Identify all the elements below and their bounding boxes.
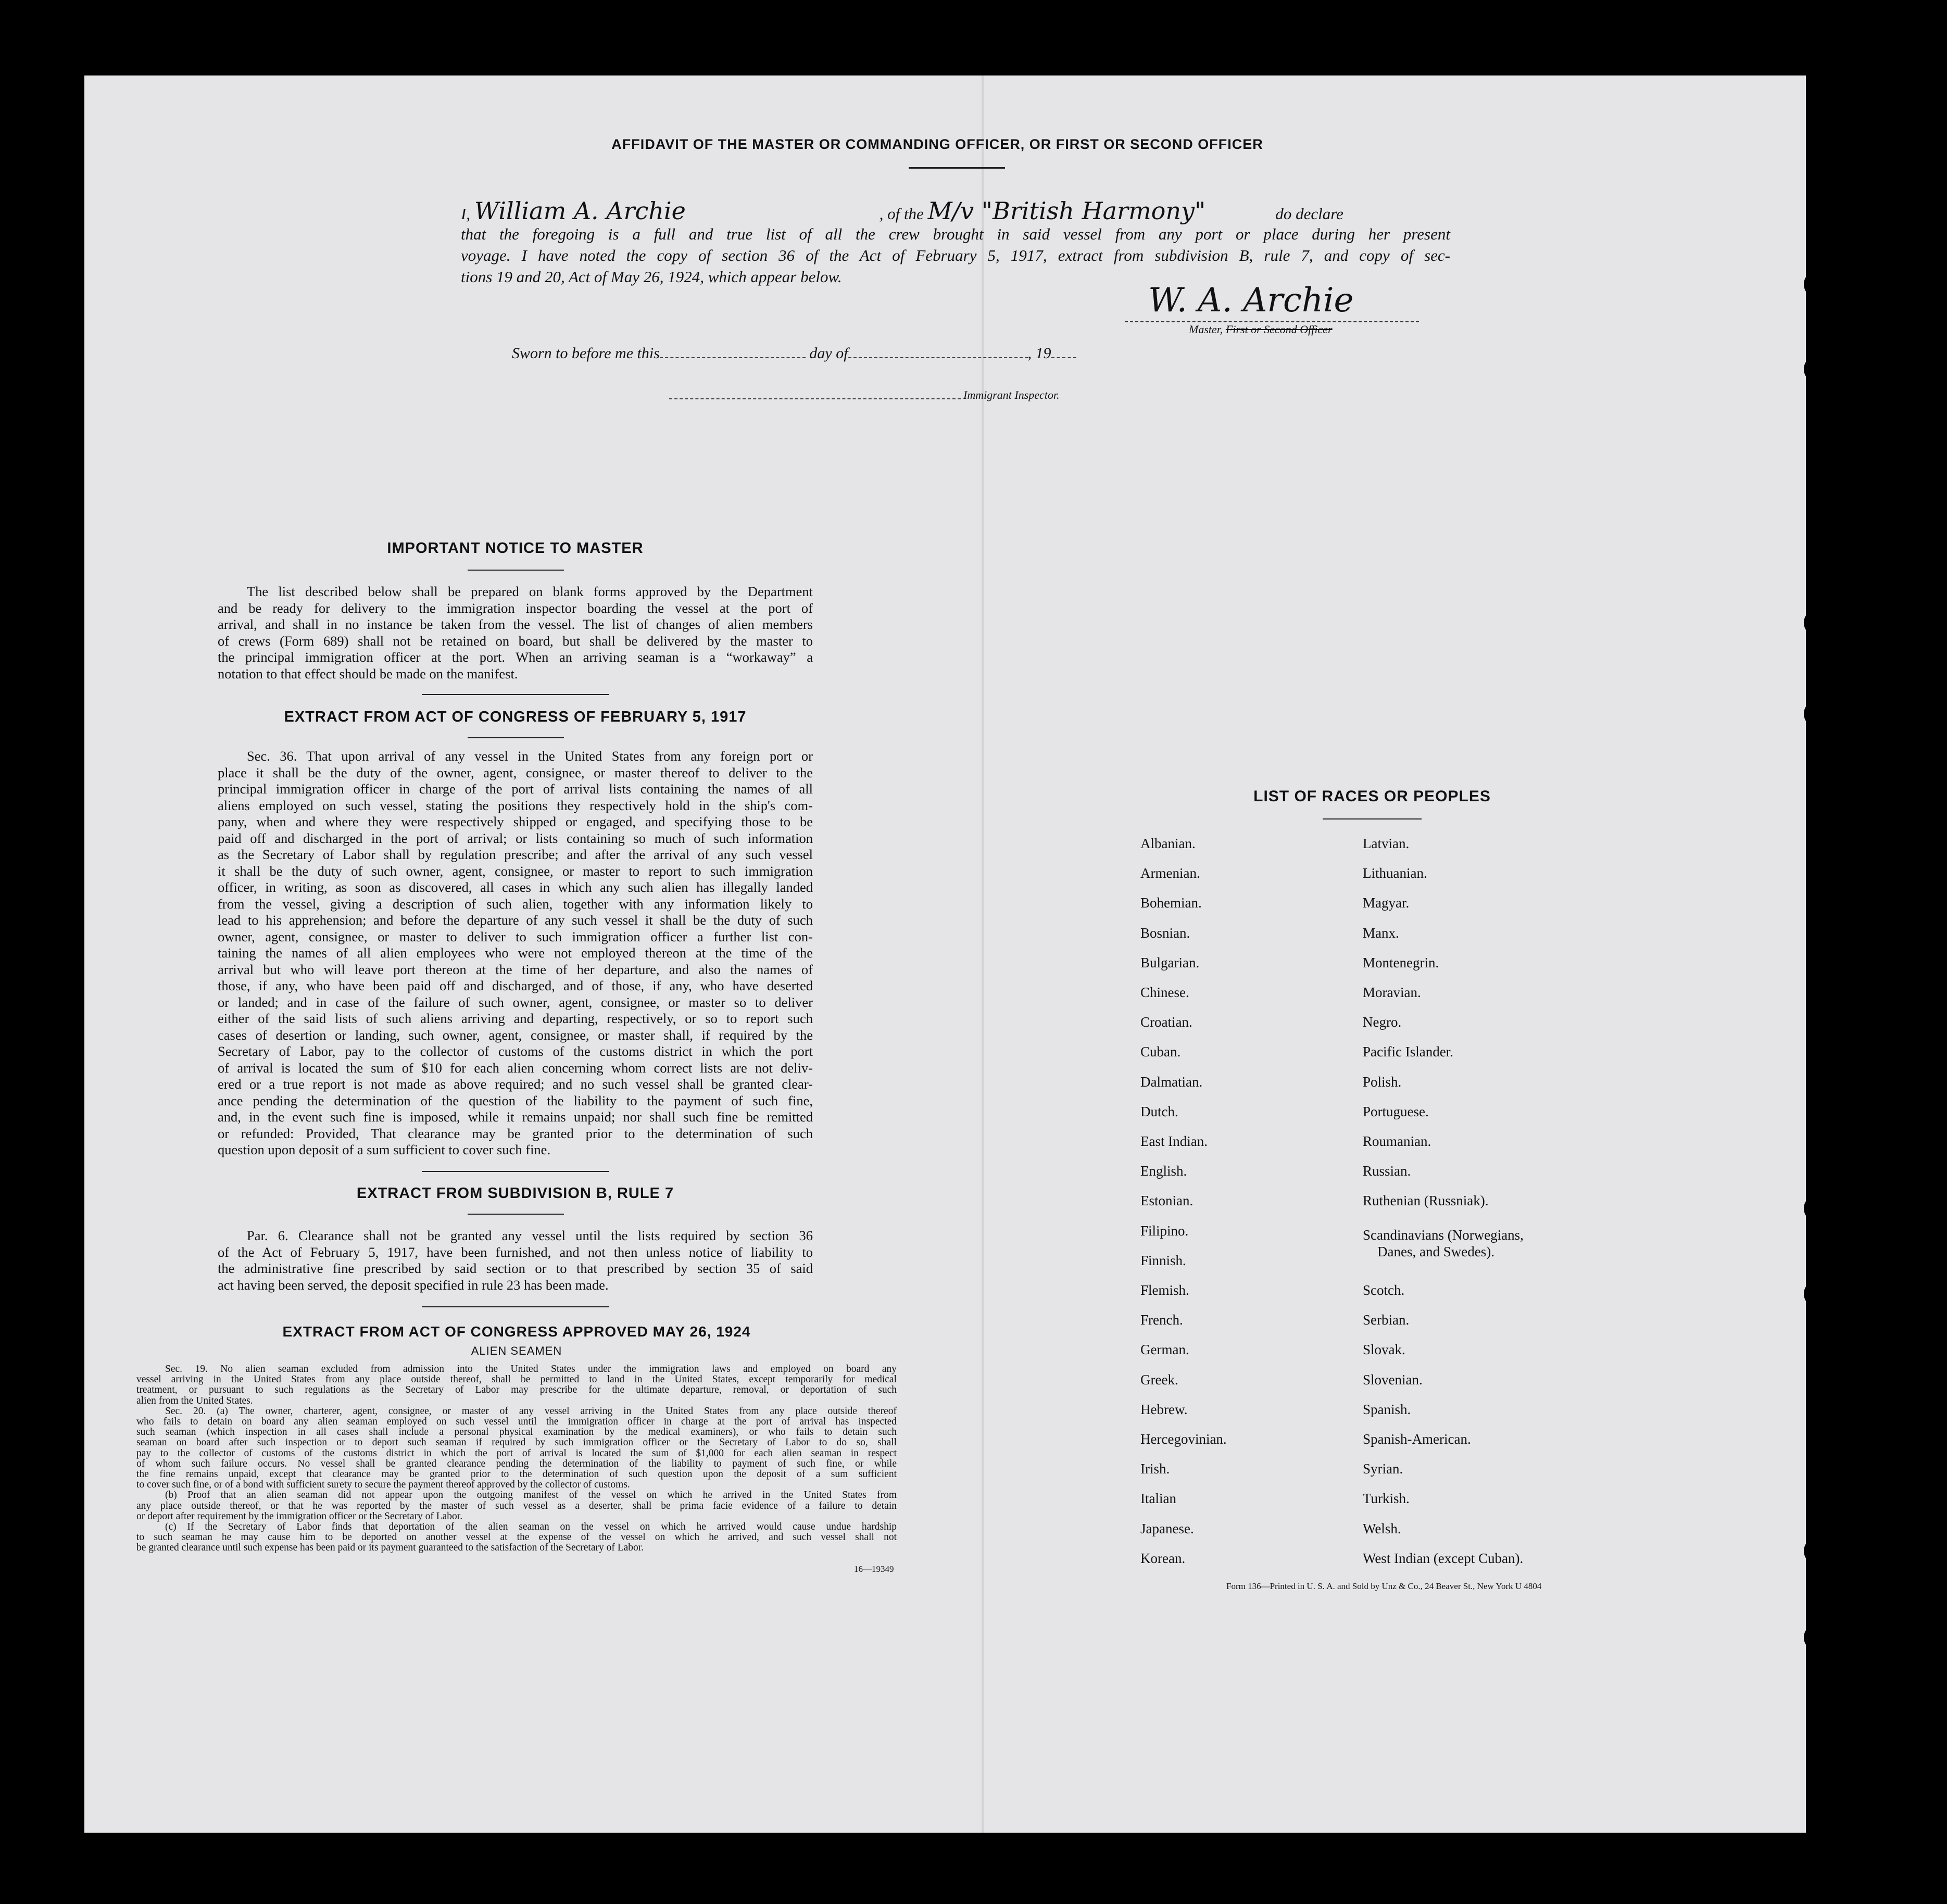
act-line: such seaman (which inspection in all cases shall include a personal physical examination by the medical examiners), or who fails to detain such — [136, 1427, 897, 1438]
section-line: from the vessel, giving a description of such alien, together with any information likely to — [218, 896, 813, 912]
section-line: or landed; and in case of the failure of such owner, agent, consignee, or master so to deliver — [218, 994, 813, 1010]
section-line: lead to his apprehension; and before the departure of any such vessel it shall be the duty of such — [218, 912, 813, 928]
race-item: Armenian. — [1140, 865, 1200, 881]
sworn-line — [512, 345, 1076, 362]
extract-1924-title: EXTRACT FROM ACT OF CONGRESS APPROVED MAY 26, 1924 — [282, 1323, 751, 1340]
act-line: to such seaman he may cause him to be deported on another vessel at the expense of the vessel on which he arrived, and such vessel shall not — [136, 1532, 897, 1543]
sworn-year: , 19 — [1027, 345, 1051, 362]
notice-line: notation to that effect should be made on the manifest. — [218, 665, 518, 682]
race-item: Estonian. — [1140, 1193, 1194, 1209]
section-divider — [422, 694, 609, 695]
punch-hole — [1804, 700, 1831, 727]
race-item: English. — [1140, 1163, 1187, 1179]
rule-line: act having been served, the deposit specified in rule 23 has been made. — [218, 1277, 609, 1293]
race-item: Irish. — [1140, 1461, 1170, 1477]
section-line: paid off and discharged in the port of arrival; or lists containing so much of such information — [218, 830, 813, 846]
extract-1917-text — [218, 748, 813, 1158]
section-line: pany, when and where they were respectively shipped or engaged, and specifying those to be — [218, 814, 813, 829]
race-item: Moravian. — [1363, 985, 1421, 1000]
section-line: those, if any, who have been paid off and discharged, and of those, if any, who have deserted — [218, 978, 813, 993]
section-line: cases of desertion or landing, such owner, agent, consignee, or master shall, if required by the — [218, 1027, 813, 1043]
sworn-year-blank — [1051, 347, 1076, 358]
section-line: ance pending the determination of the question of the liability to the payment of such fine, — [218, 1092, 813, 1108]
notice-line: of crews (Form 689) shall not be retained on board, but shall be delivered by the master to — [218, 633, 813, 649]
caption-master: Master, — [1189, 323, 1223, 336]
vessel-name-handwritten: M/v "British Harmony" — [927, 197, 1206, 225]
race-item: Flemish. — [1140, 1282, 1189, 1298]
race-item: Italian — [1140, 1491, 1176, 1507]
section-line: question upon deposit of a sum sufficient to cover such fine. — [218, 1142, 551, 1157]
race-item: Scandinavians (Norwegians, — [1363, 1227, 1524, 1243]
punch-hole — [1804, 271, 1831, 298]
race-item: Japanese. — [1140, 1520, 1194, 1536]
rule-line: of the Act of February 5, 1917, have been furnished, and not then unless notice of liability to — [218, 1244, 813, 1260]
race-item: Spanish-American. — [1363, 1431, 1471, 1447]
race-item: Cuban. — [1140, 1044, 1181, 1060]
race-item: Hercegovinian. — [1140, 1431, 1227, 1447]
section-line: and, in the event such fine is imposed, while it remains unpaid; nor shall such fine be remitted — [218, 1109, 813, 1125]
punch-hole — [1804, 1537, 1831, 1565]
punch-hole — [1804, 1195, 1831, 1222]
race-item: East Indian. — [1140, 1133, 1208, 1149]
race-item: Bosnian. — [1140, 925, 1190, 941]
affidavit-title: AFFIDAVIT OF THE MASTER OR COMMANDING OFFICER, OR FIRST OR SECOND OFFICER — [611, 136, 1263, 152]
race-item: Chinese. — [1140, 985, 1189, 1000]
section-line: arrival but who will leave port thereon at the time of her departure, and also the names of — [218, 961, 813, 977]
section-line: Secretary of Labor, pay to the collector of customs of the customs district in which the port — [218, 1043, 813, 1059]
race-item: Slovak. — [1363, 1342, 1405, 1358]
race-item: Greek. — [1140, 1371, 1178, 1388]
act-line: be granted clearance until such expense has been paid or its payment guaranteed to the satisfaction of the Secretary of Labor. — [136, 1542, 644, 1554]
race-item: Polish. — [1363, 1074, 1402, 1090]
rule-line: Par. 6. Clearance shall not be granted any vessel until the lists required by section 36 — [247, 1228, 813, 1243]
title-rule — [909, 167, 1005, 169]
punch-hole — [1804, 1280, 1831, 1307]
race-item: West Indian (except Cuban). — [1363, 1550, 1524, 1566]
extract-1924-subtitle: ALIEN SEAMEN — [471, 1344, 562, 1357]
race-item: Welsh. — [1363, 1520, 1401, 1536]
act-line: of whom such failure occurs. No vessel shall be granted clearance pending the determination of the liability to payment of such fine, or while — [136, 1458, 897, 1469]
act-line: vessel arriving in the United States from any place outside thereof, shall be permitted to land in the United States, except temporarily for medical — [136, 1374, 897, 1385]
race-item: Dalmatian. — [1140, 1074, 1203, 1090]
act-line: (b) Proof that an alien seaman did not appear upon the outgoing manifest of the vessel on which he arrived in the United States from — [165, 1490, 897, 1501]
notice-line: arrival, and shall in no instance be taken from the vessel. The list of changes of alien members — [218, 616, 813, 632]
race-item: Albanian. — [1140, 836, 1196, 851]
section-line: as the Secretary of Labor shall by regulation prescribe; and after the arrival of any such vessel — [218, 847, 813, 862]
race-item: Bulgarian. — [1140, 954, 1200, 970]
race-item: Negro. — [1363, 1014, 1402, 1030]
punch-hole — [1804, 356, 1831, 383]
punch-hole — [1804, 1624, 1831, 1651]
race-item: Pacific Islander. — [1363, 1044, 1453, 1060]
race-item: Finnish. — [1140, 1252, 1186, 1268]
section-line: or refunded: Provided, That clearance may be granted prior to the determination of such — [218, 1125, 813, 1141]
race-item: Manx. — [1363, 925, 1399, 941]
races-title: LIST OF RACES OR PEOPLES — [1253, 788, 1491, 805]
extract-1917-rule — [468, 737, 564, 738]
sworn-day-of: day of — [809, 345, 848, 362]
act-line: Sec. 20. (a) The owner, charterer, agent, consignee, or master of any vessel arriving in the United States from any place outside thereof — [165, 1405, 897, 1417]
act-line: the fine remains unpaid, except that clearance may be granted prior to the determination of such question upon the deposit of a sum sufficient — [136, 1469, 897, 1480]
rule-line: the administrative fine prescribed by said section or to that prescribed by section 35 of said — [218, 1260, 813, 1276]
notice-text — [218, 584, 813, 682]
race-item: Montenegrin. — [1363, 954, 1439, 970]
section-line: place it shall be the duty of the owner, agent, consignee, or master thereof to deliver to the — [218, 764, 813, 780]
act-line: to cover such fine, or of a bond with sufficient surety to secure the payment thereof approved by the collector of customs. — [136, 1479, 630, 1491]
notice-line: and be ready for delivery to the immigration inspector boarding the vessel at the port of — [218, 600, 813, 616]
sworn-day-blank — [660, 347, 806, 358]
affidavit-line-2: that the foregoing is a full and true list of all the crew brought in said vessel from any port or place during her present — [461, 225, 1450, 243]
affidavit-i: I, — [461, 205, 471, 223]
extract-1924-text — [136, 1364, 897, 1554]
race-item: Portuguese. — [1363, 1103, 1429, 1119]
act-line: treatment, or pursuant to such regulations as the Secretary of Labor may prescribe for the ultimate departure, removal, or deportation of such — [136, 1384, 897, 1396]
section-line: of arrival is located the sum of $10 for each alien concerning whom correct lists are not deliv- — [218, 1060, 813, 1076]
inspector-caption: Immigrant Inspector. — [963, 388, 1060, 401]
race-item: Russian. — [1363, 1163, 1411, 1179]
section-line: aliens employed on such vessel, stating the positions they respectively hold in the ship's com- — [218, 797, 813, 813]
section-line: ered or a true report is not made as above required; and no such vessel shall be granted clear- — [218, 1076, 813, 1092]
act-line: alien from the United States. — [136, 1395, 253, 1406]
race-item: Danes, and Swedes). — [1377, 1243, 1494, 1259]
race-item: Ruthenian (Russniak). — [1363, 1193, 1489, 1209]
affidavit-line-4: tions 19 and 20, Act of May 26, 1924, which appear below. — [461, 268, 842, 286]
notice-line: the principal immigration officer at the port. When an arriving seaman is a “workaway” a — [218, 649, 813, 665]
sworn-month-blank — [848, 347, 1028, 358]
race-item: Bohemian. — [1140, 895, 1202, 911]
race-item: French. — [1140, 1312, 1183, 1328]
affidavit-do-declare: do declare — [1275, 205, 1343, 223]
act-line: seaman on board after such inspection or to deport such seaman if required by such immigration officer or the Secretary of Labor to do so, shall — [136, 1437, 897, 1448]
act-line: who fails to detain on board any alien seaman employed on such vessel until the immigration officer in charge at the port of arrival has inspected — [136, 1416, 897, 1428]
affidavit-of-the: , of the — [879, 205, 924, 223]
extract-rule7-rule — [468, 1214, 564, 1215]
section-line: either of the said lists of such aliens arriving and departing, respectively, or so to report such — [218, 1011, 813, 1026]
race-item: Scotch. — [1363, 1282, 1405, 1298]
race-item: Lithuanian. — [1363, 865, 1427, 881]
notice-title: IMPORTANT NOTICE TO MASTER — [387, 540, 644, 557]
section-line: taining the names of all alien employees who were not employed thereon at the time of the — [218, 945, 813, 961]
race-item: Latvian. — [1363, 836, 1410, 851]
page-fold — [982, 75, 984, 1833]
act-line: (c) If the Secretary of Labor finds that deportation of the alien seaman on the vessel on which he arrived would cause undue hardship — [165, 1521, 897, 1533]
master-name-handwritten: William A. Archie — [474, 197, 686, 225]
race-item: Dutch. — [1140, 1103, 1178, 1119]
act-line: Sec. 19. No alien seaman excluded from admission into the United States under the immigration laws and employed on board any — [165, 1364, 897, 1375]
notice-title-rule — [468, 570, 564, 571]
inspector-blank — [669, 398, 961, 399]
extract-rule7-title: EXTRACT FROM SUBDIVISION B, RULE 7 — [356, 1185, 674, 1202]
race-item: Croatian. — [1140, 1014, 1192, 1030]
master-signature: W. A. Archie — [1148, 281, 1354, 320]
race-item: Spanish. — [1363, 1401, 1411, 1417]
races-title-rule — [1323, 818, 1422, 819]
signature-caption — [1189, 323, 1333, 336]
race-item: Turkish. — [1363, 1491, 1410, 1507]
signature-line — [1125, 321, 1419, 322]
act-line: any place outside thereof, or that he was reported by the master of such vessel as a deserter, shall be prima facie evidence of a failure to detain — [136, 1500, 897, 1511]
caption-struck: First or Second Officer — [1225, 323, 1333, 336]
punch-hole — [1804, 609, 1831, 636]
extract-1917-title: EXTRACT FROM ACT OF CONGRESS OF FEBRUARY 5, 1917 — [284, 709, 747, 725]
section-divider — [422, 1306, 609, 1307]
act-line: pay to the collector of customs of the customs district in which the port of arrival is located the sum of $1,000 for each alien seaman in respect — [136, 1447, 897, 1459]
section-line: owner, agent, consignee, or master to deliver to such immigration officer a further list con- — [218, 928, 813, 944]
race-item: Filipino. — [1140, 1222, 1189, 1239]
form-code: 16—19349 — [854, 1564, 894, 1574]
section-divider — [422, 1171, 609, 1172]
race-item: Hebrew. — [1140, 1401, 1188, 1417]
race-item: Syrian. — [1363, 1461, 1403, 1477]
race-item: Roumanian. — [1363, 1133, 1431, 1149]
printer-footer: Form 136—Printed in U. S. A. and Sold by Unz & Co., 24 Beaver St., New York U 4804 — [1226, 1581, 1542, 1591]
section-line: it shall be the duty of such owner, agent, consignee, or master to report to such immigration — [218, 863, 813, 879]
race-item: Slovenian. — [1363, 1371, 1423, 1388]
notice-line: The list described below shall be prepared on blank forms approved by the Department — [247, 584, 813, 599]
affidavit-line-3: voyage. I have noted the copy of section 36 of the Act of February 5, 1917, extract from subdivision B, rule 7, and copy of sec- — [461, 246, 1450, 264]
section-line: officer, in writing, as soon as discovered, all cases in which any such alien has illegally landed — [218, 879, 813, 895]
race-item: German. — [1140, 1342, 1189, 1358]
race-item: Serbian. — [1363, 1312, 1410, 1328]
affidavit-line-1 — [461, 197, 1450, 225]
sworn-label: Sworn to before me this — [512, 345, 660, 362]
section-line: Sec. 36. That upon arrival of any vessel in the United States from any foreign port or — [247, 748, 813, 764]
act-line: or deport after requirement by the immigration officer or the Secretary of Labor. — [136, 1510, 463, 1522]
section-line: principal immigration officer in charge of the port of arrival lists containing the names of all — [218, 781, 813, 797]
extract-rule7-text — [218, 1228, 813, 1293]
race-item: Magyar. — [1363, 895, 1410, 911]
race-item: Korean. — [1140, 1550, 1186, 1566]
